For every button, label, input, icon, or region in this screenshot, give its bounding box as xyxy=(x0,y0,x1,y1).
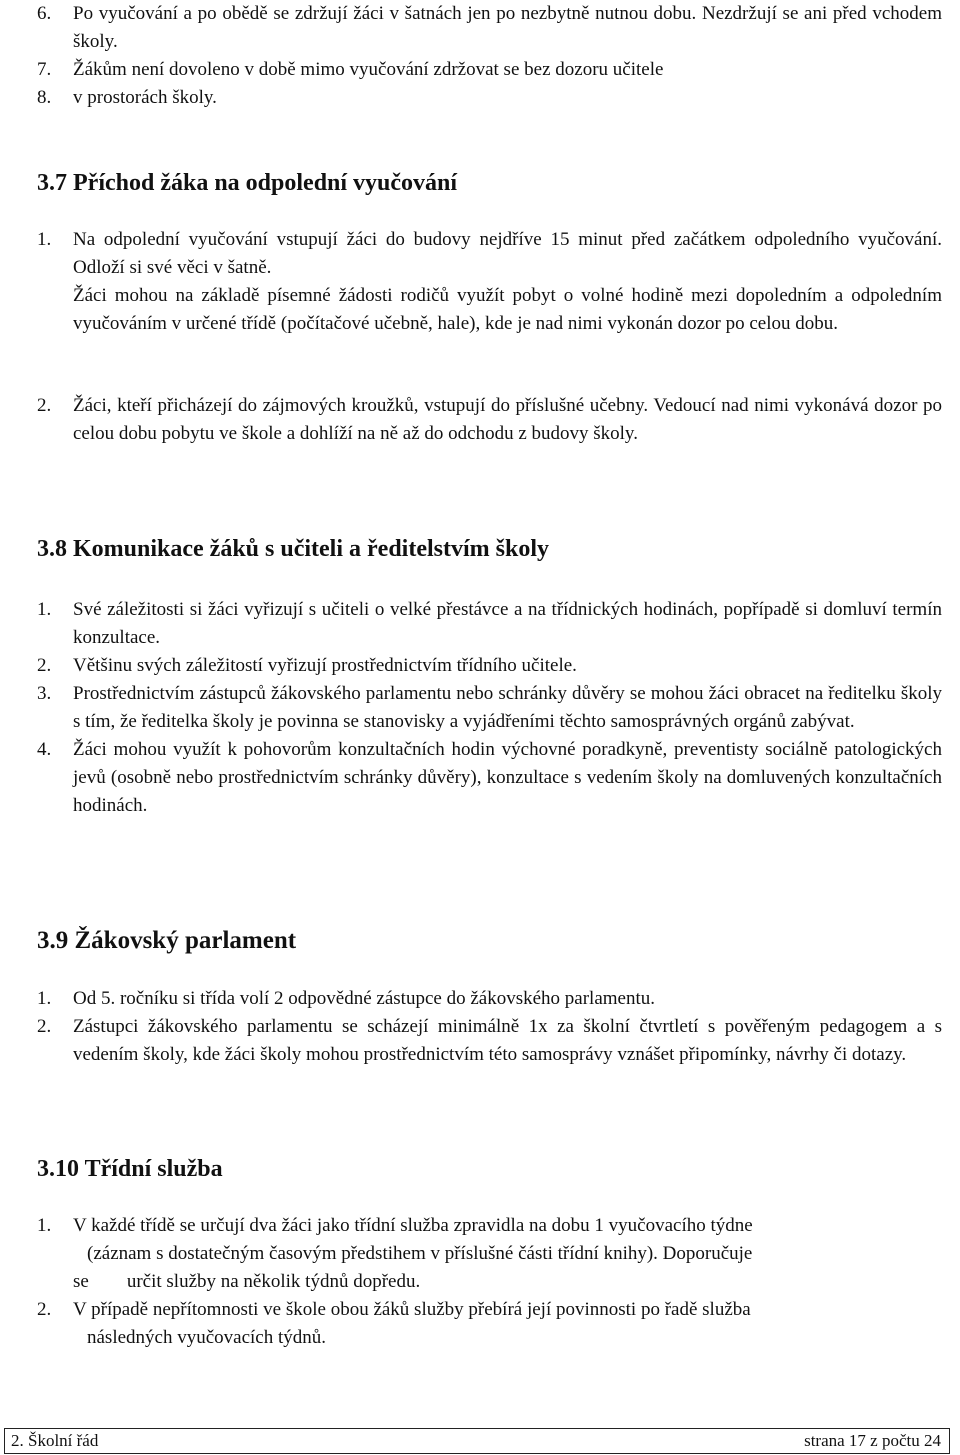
list-number: 2. xyxy=(37,395,52,416)
list-item xyxy=(37,56,942,84)
section-3-7-item-2 xyxy=(37,392,942,448)
list-text: Od 5. ročníku si třída volí 2 odpovědné zástupce do žákovského parlamentu. xyxy=(73,988,655,1009)
section-3-10-list xyxy=(37,1212,942,1352)
list-number: 1. xyxy=(37,1215,52,1236)
list-item xyxy=(37,652,942,680)
section-3-8-list xyxy=(37,596,942,820)
section-heading-3-10: 3.10 Třídní služba xyxy=(37,1156,223,1182)
section-3-9-list xyxy=(37,985,942,1069)
section-heading-3-8: 3.8 Komunikace žáků s učiteli a ředitelstvím školy xyxy=(37,536,549,562)
list-text-line: V případě nepřítomnosti ve škole obou žáků služby přebírá její povinnosti po řadě služba xyxy=(73,1299,751,1320)
list-text: Většinu svých záležitostí vyřizují prostřednictvím třídního učitele. xyxy=(73,655,577,676)
list-item xyxy=(37,985,942,1013)
list-text: Prostřednictvím zástupců žákovského parlamentu nebo schránky důvěry se mohou žáci obracet na ředitelku školy s tím, že ředitelka školy je povinna se stanovisky a vyjádřeními těchto samosprávných orgánů zabývat. xyxy=(73,683,942,732)
list-text: Žáci mohou využít k pohovorům konzultačních hodin výchovné poradkyně, preventisty sociálně patologických jevů (osobně nebo prostřednictvím schránky důvěry), konzultace s vedením školy na domluvených konzultačních hodinách. xyxy=(73,739,942,816)
list-item xyxy=(37,736,942,820)
list-number: 6. xyxy=(37,3,52,24)
list-item xyxy=(37,392,942,448)
list-item xyxy=(37,84,942,112)
section-heading-3-7: 3.7 Příchod žáka na odpolední vyučování xyxy=(37,170,458,196)
list-item xyxy=(37,0,942,56)
list-item xyxy=(37,1212,942,1296)
list-number: 1. xyxy=(37,599,52,620)
list-number: 7. xyxy=(37,59,52,80)
page-footer xyxy=(4,1428,950,1454)
footer-page-number: strana 17 z počtu 24 xyxy=(804,1431,941,1450)
list-text: Žáci, kteří přicházejí do zájmových kroužků, vstupují do příslušné učebny. Vedoucí nad nimi vykonává dozor po celou dobu pobytu ve škole a dohlíží na ně až do odchodu z budovy školy. xyxy=(73,395,942,444)
list-number: 3. xyxy=(37,683,52,704)
list-text-line: V každé třídě se určují dva žáci jako třídní služba zpravidla na dobu 1 vyučovacího týdne xyxy=(73,1215,753,1236)
list-number: 4. xyxy=(37,739,52,760)
top-list xyxy=(37,0,942,112)
list-text: Zástupci žákovského parlamentu se scházejí minimálně 1x za školní čtvrtletí s pověřeným pedagogem a s vedením školy, kde žáci školy mohou prostřednictvím této samosprávy vznášet připomínky, návrhy či dotazy. xyxy=(73,1016,942,1065)
list-number: 2. xyxy=(37,1016,52,1037)
list-item xyxy=(37,1296,942,1352)
list-number: 2. xyxy=(37,1299,52,1320)
list-item xyxy=(37,680,942,736)
list-text-line: (záznam s dostatečným časovým předstihem v příslušné části třídní knihy). Doporučuje xyxy=(87,1243,753,1264)
section-3-7-item-1 xyxy=(37,226,942,338)
list-text: Žákům není dovoleno v době mimo vyučování zdržovat se bez dozoru učitele xyxy=(73,59,664,80)
list-item xyxy=(37,1013,942,1069)
list-number: 1. xyxy=(37,988,52,1009)
footer-document-title: 2. Školní řád xyxy=(11,1431,99,1450)
list-item xyxy=(37,226,942,282)
list-number: 2. xyxy=(37,655,52,676)
list-number: 8. xyxy=(37,87,52,108)
list-text: Na odpolední vyučování vstupují žáci do budovy nejdříve 15 minut před začátkem odpoledního vyučování. Odloží si své věci v šatně. xyxy=(73,229,942,278)
list-item-continuation: Žáci mohou na základě písemné žádosti rodičů využít pobyt o volné hodině mezi dopoledním a odpoledním vyučováním v určené třídě (počítačové učebně, hale), kde je nad nimi vykonán dozor po celou dobu. xyxy=(73,285,942,334)
list-text: v prostorách školy. xyxy=(73,87,217,108)
section-heading-3-9: 3.9 Žákovský parlament xyxy=(37,927,297,954)
list-text-line: následných vyučovacích týdnů. xyxy=(87,1327,327,1348)
list-text: Po vyučování a po obědě se zdržují žáci v šatnách jen po nezbytně nutnou dobu. Nezdržují se ani před vchodem školy. xyxy=(73,3,942,52)
list-number: 1. xyxy=(37,229,52,250)
list-item xyxy=(37,596,942,652)
list-text-line: se určit služby na několik týdnů dopředu. xyxy=(73,1271,421,1292)
list-text: Své záležitosti si žáci vyřizují s učiteli o velké přestávce a na třídnických hodinách, popřípadě si domluví termín konzultace. xyxy=(73,599,942,648)
